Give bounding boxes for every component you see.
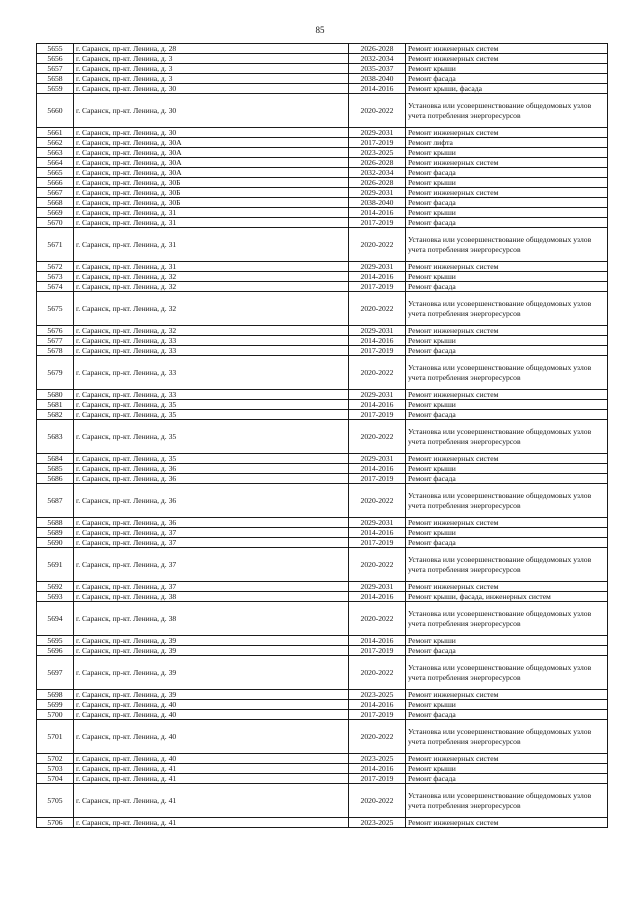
row-number-cell: 5693 xyxy=(37,592,74,602)
row-number-cell: 5697 xyxy=(37,656,74,690)
years-cell: 2020-2022 xyxy=(349,228,406,262)
work-type-cell: Ремонт инженерных систем xyxy=(406,44,608,54)
work-type-cell: Ремонт фасада xyxy=(406,282,608,292)
address-cell: г. Саранск, пр-кт. Ленина, д. 30А xyxy=(74,158,349,168)
work-type-cell: Ремонт фасада xyxy=(406,646,608,656)
row-number-cell: 5699 xyxy=(37,700,74,710)
address-cell: г. Саранск, пр-кт. Ленина, д. 31 xyxy=(74,218,349,228)
years-cell: 2014-2016 xyxy=(349,208,406,218)
table-row xyxy=(37,484,608,518)
row-number-cell: 5701 xyxy=(37,720,74,754)
table-row xyxy=(37,690,608,700)
years-cell: 2029-2031 xyxy=(349,128,406,138)
table-row xyxy=(37,474,608,484)
row-number-cell: 5677 xyxy=(37,336,74,346)
years-cell: 2038-2040 xyxy=(349,74,406,84)
years-cell: 2020-2022 xyxy=(349,94,406,128)
work-type-cell: Ремонт фасада xyxy=(406,168,608,178)
table-row xyxy=(37,188,608,198)
table-row xyxy=(37,262,608,272)
address-cell: г. Саранск, пр-кт. Ленина, д. 37 xyxy=(74,538,349,548)
work-type-cell: Ремонт крыши xyxy=(406,636,608,646)
row-number-cell: 5695 xyxy=(37,636,74,646)
address-cell: г. Саранск, пр-кт. Ленина, д. 30Б xyxy=(74,198,349,208)
table-row xyxy=(37,602,608,636)
row-number-cell: 5664 xyxy=(37,158,74,168)
years-cell: 2014-2016 xyxy=(349,336,406,346)
row-number-cell: 5685 xyxy=(37,464,74,474)
table-row xyxy=(37,774,608,784)
page-number: 85 xyxy=(315,25,325,35)
work-type-cell: Установка или усовершенствование общедомовых узлов учета потребления энергоресурсов xyxy=(406,420,608,454)
table-row xyxy=(37,656,608,690)
address-cell: г. Саранск, пр-кт. Ленина, д. 32 xyxy=(74,282,349,292)
work-type-cell: Ремонт крыши xyxy=(406,400,608,410)
work-type-cell: Ремонт крыши xyxy=(406,336,608,346)
row-number-cell: 5706 xyxy=(37,818,74,828)
table-row xyxy=(37,218,608,228)
work-type-cell: Установка или усовершенствование общедомовых узлов учета потребления энергоресурсов xyxy=(406,784,608,818)
work-type-cell: Ремонт инженерных систем xyxy=(406,54,608,64)
address-cell: г. Саранск, пр-кт. Ленина, д. 30А xyxy=(74,148,349,158)
years-cell: 2017-2019 xyxy=(349,474,406,484)
years-cell: 2032-2034 xyxy=(349,54,406,64)
work-type-cell: Ремонт крыши xyxy=(406,272,608,282)
table-row xyxy=(37,336,608,346)
years-cell: 2017-2019 xyxy=(349,410,406,420)
address-cell: г. Саранск, пр-кт. Ленина, д. 31 xyxy=(74,208,349,218)
row-number-cell: 5680 xyxy=(37,390,74,400)
table-row xyxy=(37,292,608,326)
years-cell: 2017-2019 xyxy=(349,774,406,784)
years-cell: 2029-2031 xyxy=(349,582,406,592)
table-body xyxy=(37,44,608,828)
table-row xyxy=(37,528,608,538)
address-cell: г. Саранск, пр-кт. Ленина, д. 41 xyxy=(74,784,349,818)
table-row xyxy=(37,548,608,582)
row-number-cell: 5673 xyxy=(37,272,74,282)
years-cell: 2014-2016 xyxy=(349,272,406,282)
years-cell: 2023-2025 xyxy=(349,690,406,700)
row-number-cell: 5676 xyxy=(37,326,74,336)
years-cell: 2029-2031 xyxy=(349,454,406,464)
years-cell: 2020-2022 xyxy=(349,602,406,636)
work-type-cell: Ремонт инженерных систем xyxy=(406,326,608,336)
table-row xyxy=(37,326,608,336)
table-row xyxy=(37,518,608,528)
table-row xyxy=(37,636,608,646)
row-number-cell: 5704 xyxy=(37,774,74,784)
row-number-cell: 5658 xyxy=(37,74,74,84)
address-cell: г. Саранск, пр-кт. Ленина, д. 32 xyxy=(74,272,349,282)
address-cell: г. Саранск, пр-кт. Ленина, д. 32 xyxy=(74,326,349,336)
work-type-cell: Установка или усовершенствование общедомовых узлов учета потребления энергоресурсов xyxy=(406,356,608,390)
table-row xyxy=(37,464,608,474)
years-cell: 2020-2022 xyxy=(349,720,406,754)
address-cell: г. Саранск, пр-кт. Ленина, д. 38 xyxy=(74,592,349,602)
address-cell: г. Саранск, пр-кт. Ленина, д. 31 xyxy=(74,228,349,262)
address-cell: г. Саранск, пр-кт. Ленина, д. 39 xyxy=(74,690,349,700)
table-row xyxy=(37,410,608,420)
table-row xyxy=(37,64,608,74)
years-cell: 2035-2037 xyxy=(349,64,406,74)
table-row xyxy=(37,128,608,138)
years-cell: 2017-2019 xyxy=(349,218,406,228)
address-cell: г. Саранск, пр-кт. Ленина, д. 41 xyxy=(74,774,349,784)
table-row xyxy=(37,138,608,148)
address-cell: г. Саранск, пр-кт. Ленина, д. 40 xyxy=(74,720,349,754)
table-row xyxy=(37,282,608,292)
address-cell: г. Саранск, пр-кт. Ленина, д. 40 xyxy=(74,710,349,720)
work-type-cell: Ремонт крыши xyxy=(406,528,608,538)
table-row xyxy=(37,454,608,464)
repair-schedule-table xyxy=(36,43,608,828)
work-type-cell: Ремонт крыши xyxy=(406,464,608,474)
work-type-cell: Ремонт инженерных систем xyxy=(406,454,608,464)
table-row xyxy=(37,754,608,764)
address-cell: г. Саранск, пр-кт. Ленина, д. 33 xyxy=(74,336,349,346)
row-number-cell: 5655 xyxy=(37,44,74,54)
table-row xyxy=(37,582,608,592)
years-cell: 2014-2016 xyxy=(349,464,406,474)
work-type-cell: Ремонт фасада xyxy=(406,74,608,84)
years-cell: 2029-2031 xyxy=(349,390,406,400)
address-cell: г. Саранск, пр-кт. Ленина, д. 35 xyxy=(74,454,349,464)
years-cell: 2029-2031 xyxy=(349,262,406,272)
table-row xyxy=(37,538,608,548)
table-row xyxy=(37,168,608,178)
work-type-cell: Ремонт фасада xyxy=(406,710,608,720)
work-type-cell: Установка или усовершенствование общедомовых узлов учета потребления энергоресурсов xyxy=(406,228,608,262)
table-row xyxy=(37,420,608,454)
table-row xyxy=(37,208,608,218)
table-row xyxy=(37,710,608,720)
years-cell: 2038-2040 xyxy=(349,198,406,208)
address-cell: г. Саранск, пр-кт. Ленина, д. 30Б xyxy=(74,178,349,188)
row-number-cell: 5679 xyxy=(37,356,74,390)
address-cell: г. Саранск, пр-кт. Ленина, д. 33 xyxy=(74,356,349,390)
work-type-cell: Ремонт инженерных систем xyxy=(406,518,608,528)
row-number-cell: 5670 xyxy=(37,218,74,228)
table-row xyxy=(37,148,608,158)
row-number-cell: 5671 xyxy=(37,228,74,262)
years-cell: 2017-2019 xyxy=(349,538,406,548)
years-cell: 2020-2022 xyxy=(349,356,406,390)
years-cell: 2014-2016 xyxy=(349,84,406,94)
row-number-cell: 5667 xyxy=(37,188,74,198)
row-number-cell: 5702 xyxy=(37,754,74,764)
row-number-cell: 5683 xyxy=(37,420,74,454)
years-cell: 2020-2022 xyxy=(349,484,406,518)
row-number-cell: 5688 xyxy=(37,518,74,528)
table-row xyxy=(37,400,608,410)
address-cell: г. Саранск, пр-кт. Ленина, д. 30А xyxy=(74,138,349,148)
row-number-cell: 5668 xyxy=(37,198,74,208)
work-type-cell: Ремонт фасада xyxy=(406,410,608,420)
work-type-cell: Ремонт инженерных систем xyxy=(406,582,608,592)
work-type-cell: Ремонт фасада xyxy=(406,774,608,784)
work-type-cell: Ремонт крыши xyxy=(406,208,608,218)
row-number-cell: 5659 xyxy=(37,84,74,94)
table-row xyxy=(37,764,608,774)
table-row xyxy=(37,198,608,208)
row-number-cell: 5662 xyxy=(37,138,74,148)
address-cell: г. Саранск, пр-кт. Ленина, д. 28 xyxy=(74,44,349,54)
address-cell: г. Саранск, пр-кт. Ленина, д. 36 xyxy=(74,484,349,518)
row-number-cell: 5656 xyxy=(37,54,74,64)
row-number-cell: 5687 xyxy=(37,484,74,518)
table-row xyxy=(37,74,608,84)
address-cell: г. Саранск, пр-кт. Ленина, д. 35 xyxy=(74,410,349,420)
years-cell: 2032-2034 xyxy=(349,168,406,178)
row-number-cell: 5684 xyxy=(37,454,74,464)
row-number-cell: 5678 xyxy=(37,346,74,356)
years-cell: 2029-2031 xyxy=(349,326,406,336)
table-row xyxy=(37,94,608,128)
row-number-cell: 5705 xyxy=(37,784,74,818)
address-cell: г. Саранск, пр-кт. Ленина, д. 35 xyxy=(74,400,349,410)
years-cell: 2014-2016 xyxy=(349,400,406,410)
table-row xyxy=(37,720,608,754)
table-row xyxy=(37,44,608,54)
address-cell: г. Саранск, пр-кт. Ленина, д. 31 xyxy=(74,262,349,272)
table-row xyxy=(37,272,608,282)
years-cell: 2014-2016 xyxy=(349,700,406,710)
work-type-cell: Ремонт инженерных систем xyxy=(406,690,608,700)
years-cell: 2017-2019 xyxy=(349,282,406,292)
work-type-cell: Установка или усовершенствование общедомовых узлов учета потребления энергоресурсов xyxy=(406,484,608,518)
table-row xyxy=(37,700,608,710)
address-cell: г. Саранск, пр-кт. Ленина, д. 36 xyxy=(74,474,349,484)
years-cell: 2014-2016 xyxy=(349,592,406,602)
table-row xyxy=(37,818,608,828)
work-type-cell: Ремонт крыши, фасада, инженерных систем xyxy=(406,592,608,602)
years-cell: 2014-2016 xyxy=(349,636,406,646)
years-cell: 2023-2025 xyxy=(349,754,406,764)
row-number-cell: 5689 xyxy=(37,528,74,538)
years-cell: 2014-2016 xyxy=(349,528,406,538)
row-number-cell: 5698 xyxy=(37,690,74,700)
work-type-cell: Установка или усовершенствование общедомовых узлов учета потребления энергоресурсов xyxy=(406,292,608,326)
table-row xyxy=(37,592,608,602)
work-type-cell: Ремонт инженерных систем xyxy=(406,158,608,168)
address-cell: г. Саранск, пр-кт. Ленина, д. 36 xyxy=(74,518,349,528)
address-cell: г. Саранск, пр-кт. Ленина, д. 40 xyxy=(74,700,349,710)
years-cell: 2017-2019 xyxy=(349,710,406,720)
address-cell: г. Саранск, пр-кт. Ленина, д. 38 xyxy=(74,602,349,636)
row-number-cell: 5696 xyxy=(37,646,74,656)
address-cell: г. Саранск, пр-кт. Ленина, д. 39 xyxy=(74,656,349,690)
table-row xyxy=(37,390,608,400)
row-number-cell: 5669 xyxy=(37,208,74,218)
address-cell: г. Саранск, пр-кт. Ленина, д. 41 xyxy=(74,818,349,828)
years-cell: 2026-2028 xyxy=(349,44,406,54)
row-number-cell: 5666 xyxy=(37,178,74,188)
years-cell: 2017-2019 xyxy=(349,346,406,356)
work-type-cell: Ремонт крыши xyxy=(406,178,608,188)
row-number-cell: 5692 xyxy=(37,582,74,592)
years-cell: 2017-2019 xyxy=(349,138,406,148)
work-type-cell: Установка или усовершенствование общедомовых узлов учета потребления энергоресурсов xyxy=(406,602,608,636)
work-type-cell: Ремонт инженерных систем xyxy=(406,390,608,400)
work-type-cell: Ремонт фасада xyxy=(406,218,608,228)
address-cell: г. Саранск, пр-кт. Ленина, д. 3 xyxy=(74,64,349,74)
work-type-cell: Ремонт крыши xyxy=(406,64,608,74)
years-cell: 2020-2022 xyxy=(349,420,406,454)
address-cell: г. Саранск, пр-кт. Ленина, д. 30 xyxy=(74,94,349,128)
work-type-cell: Ремонт фасада xyxy=(406,538,608,548)
row-number-cell: 5661 xyxy=(37,128,74,138)
row-number-cell: 5691 xyxy=(37,548,74,582)
years-cell: 2029-2031 xyxy=(349,188,406,198)
row-number-cell: 5663 xyxy=(37,148,74,158)
years-cell: 2026-2028 xyxy=(349,178,406,188)
years-cell: 2029-2031 xyxy=(349,518,406,528)
address-cell: г. Саранск, пр-кт. Ленина, д. 40 xyxy=(74,754,349,764)
address-cell: г. Саранск, пр-кт. Ленина, д. 41 xyxy=(74,764,349,774)
years-cell: 2020-2022 xyxy=(349,548,406,582)
work-type-cell: Ремонт инженерных систем xyxy=(406,818,608,828)
address-cell: г. Саранск, пр-кт. Ленина, д. 30 xyxy=(74,128,349,138)
years-cell: 2023-2025 xyxy=(349,148,406,158)
work-type-cell: Ремонт фасада xyxy=(406,346,608,356)
address-cell: г. Саранск, пр-кт. Ленина, д. 37 xyxy=(74,528,349,538)
row-number-cell: 5657 xyxy=(37,64,74,74)
row-number-cell: 5675 xyxy=(37,292,74,326)
years-cell: 2023-2025 xyxy=(349,818,406,828)
address-cell: г. Саранск, пр-кт. Ленина, д. 3 xyxy=(74,54,349,64)
work-type-cell: Установка или усовершенствование общедомовых узлов учета потребления энергоресурсов xyxy=(406,720,608,754)
address-cell: г. Саранск, пр-кт. Ленина, д. 33 xyxy=(74,390,349,400)
work-type-cell: Ремонт лифта xyxy=(406,138,608,148)
address-cell: г. Саранск, пр-кт. Ленина, д. 39 xyxy=(74,646,349,656)
table-row xyxy=(37,54,608,64)
years-cell: 2014-2016 xyxy=(349,764,406,774)
address-cell: г. Саранск, пр-кт. Ленина, д. 37 xyxy=(74,582,349,592)
address-cell: г. Саранск, пр-кт. Ленина, д. 30Б xyxy=(74,188,349,198)
row-number-cell: 5686 xyxy=(37,474,74,484)
row-number-cell: 5660 xyxy=(37,94,74,128)
address-cell: г. Саранск, пр-кт. Ленина, д. 36 xyxy=(74,464,349,474)
work-type-cell: Ремонт инженерных систем xyxy=(406,128,608,138)
address-cell: г. Саранск, пр-кт. Ленина, д. 30А xyxy=(74,168,349,178)
address-cell: г. Саранск, пр-кт. Ленина, д. 39 xyxy=(74,636,349,646)
address-cell: г. Саранск, пр-кт. Ленина, д. 32 xyxy=(74,292,349,326)
table-row xyxy=(37,178,608,188)
work-type-cell: Установка или усовершенствование общедомовых узлов учета потребления энергоресурсов xyxy=(406,94,608,128)
table-row xyxy=(37,784,608,818)
work-type-cell: Ремонт инженерных систем xyxy=(406,262,608,272)
table-row xyxy=(37,356,608,390)
years-cell: 2017-2019 xyxy=(349,646,406,656)
address-cell: г. Саранск, пр-кт. Ленина, д. 33 xyxy=(74,346,349,356)
work-type-cell: Ремонт крыши xyxy=(406,764,608,774)
row-number-cell: 5700 xyxy=(37,710,74,720)
table-row xyxy=(37,228,608,262)
address-cell: г. Саранск, пр-кт. Ленина, д. 37 xyxy=(74,548,349,582)
work-type-cell: Ремонт фасада xyxy=(406,474,608,484)
row-number-cell: 5672 xyxy=(37,262,74,272)
address-cell: г. Саранск, пр-кт. Ленина, д. 30 xyxy=(74,84,349,94)
row-number-cell: 5694 xyxy=(37,602,74,636)
years-cell: 2020-2022 xyxy=(349,292,406,326)
row-number-cell: 5690 xyxy=(37,538,74,548)
row-number-cell: 5682 xyxy=(37,410,74,420)
table-row xyxy=(37,346,608,356)
address-cell: г. Саранск, пр-кт. Ленина, д. 35 xyxy=(74,420,349,454)
years-cell: 2026-2028 xyxy=(349,158,406,168)
row-number-cell: 5665 xyxy=(37,168,74,178)
row-number-cell: 5681 xyxy=(37,400,74,410)
address-cell: г. Саранск, пр-кт. Ленина, д. 3 xyxy=(74,74,349,84)
work-type-cell: Ремонт инженерных систем xyxy=(406,754,608,764)
work-type-cell: Ремонт инженерных систем xyxy=(406,188,608,198)
years-cell: 2020-2022 xyxy=(349,784,406,818)
table-row xyxy=(37,84,608,94)
table-row xyxy=(37,158,608,168)
work-type-cell: Ремонт фасада xyxy=(406,198,608,208)
row-number-cell: 5674 xyxy=(37,282,74,292)
work-type-cell: Ремонт крыши, фасада xyxy=(406,84,608,94)
work-type-cell: Ремонт крыши xyxy=(406,148,608,158)
row-number-cell: 5703 xyxy=(37,764,74,774)
work-type-cell: Установка или усовершенствование общедомовых узлов учета потребления энергоресурсов xyxy=(406,656,608,690)
work-type-cell: Установка или усовершенствование общедомовых узлов учета потребления энергоресурсов xyxy=(406,548,608,582)
work-type-cell: Ремонт крыши xyxy=(406,700,608,710)
table-row xyxy=(37,646,608,656)
years-cell: 2020-2022 xyxy=(349,656,406,690)
